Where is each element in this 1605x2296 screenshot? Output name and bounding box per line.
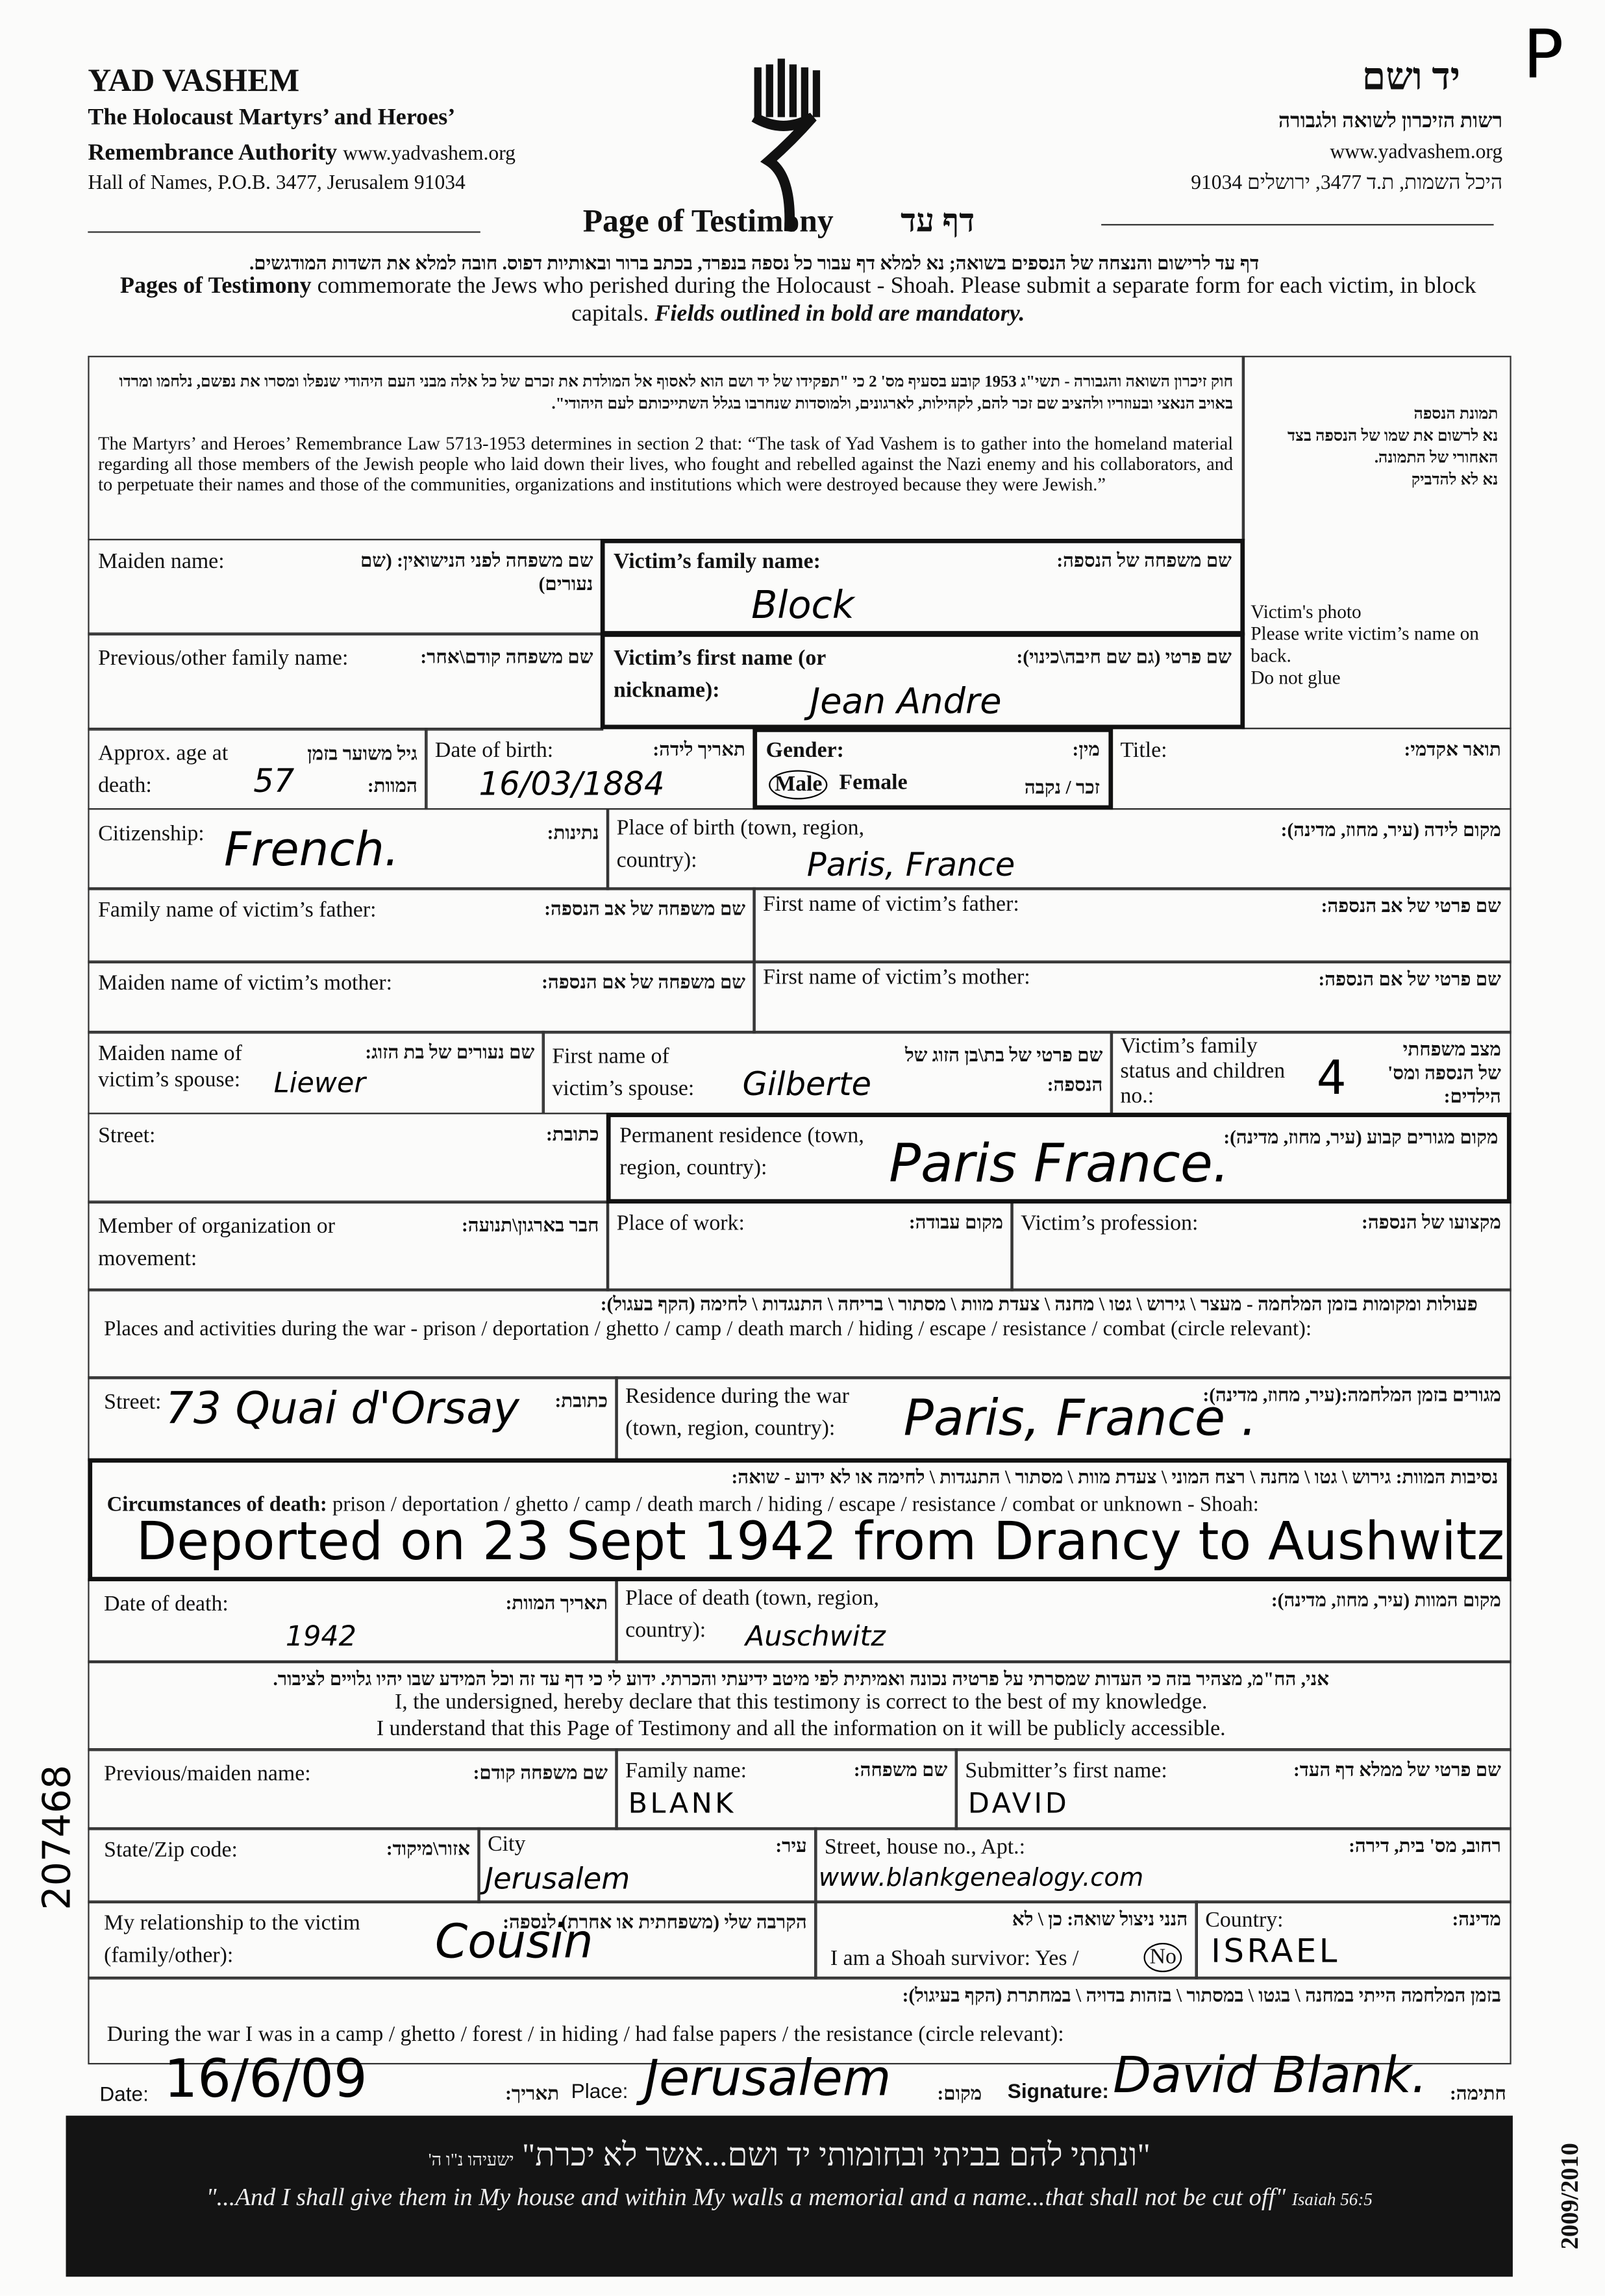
quote-en xyxy=(66,2183,1512,2212)
isaiah-quote-banner xyxy=(66,2116,1512,2277)
place-value[interactable]: Jerusalem xyxy=(644,2049,891,2108)
war-activities-field[interactable] xyxy=(88,1289,1511,1379)
photo-instructions-he: תמונת הנספה נא לרשום את שמו של הנספה בצד האחורי של התמונה. נא לא להדביק xyxy=(1288,405,1499,489)
survivor-field[interactable] xyxy=(814,1901,1198,1980)
place-of-death-field[interactable] xyxy=(615,1578,1511,1663)
value: Cousin xyxy=(434,1913,593,1969)
label: Title: xyxy=(1120,739,1167,763)
label: Place of death (town, region, country): xyxy=(625,1586,879,1643)
label-he: אזור\מיקוד: xyxy=(386,1837,471,1860)
label: I am a Shoah survivor: Yes / xyxy=(830,1947,1079,1971)
org-name: YAD VASHEM xyxy=(88,61,300,99)
label: Date of birth: xyxy=(434,739,554,763)
label: Family name: xyxy=(625,1760,747,1784)
label: Place of birth (town, region, country): xyxy=(616,817,865,873)
submitter-street-field[interactable] xyxy=(814,1827,1512,1903)
value: Deported on 23 Sept 1942 from Drancy to Aushwitz xyxy=(136,1512,1505,1573)
submitter-previous-name-field[interactable] xyxy=(88,1748,617,1830)
citizenship-field[interactable] xyxy=(88,808,609,890)
label: Maiden name: xyxy=(98,550,225,574)
value: Gilberte xyxy=(742,1067,871,1104)
label: Date of death: xyxy=(104,1592,229,1617)
value: Jean Andre xyxy=(810,680,1002,722)
label-he: רחוב, מס' בית, דירה: xyxy=(1349,1834,1501,1857)
value: Block xyxy=(751,584,854,628)
label-he: שם פרטי (גם שם חיבה\כינוי): xyxy=(1016,645,1232,668)
label-he: מצב משפחתי של הנספה ומס' הילדים: xyxy=(1387,1038,1501,1107)
city-field[interactable] xyxy=(477,1827,817,1903)
label-he: נסיבות המוות: גירוש \ גטו \ מחנה \ רצח המוני \ צעדת מוות \ מסתור \ התנגדות \ לחימה או לא ידוע - שואה: xyxy=(731,1465,1499,1488)
label-he: כתובת: xyxy=(554,1389,608,1412)
label: Citizenship: xyxy=(98,822,205,846)
label: Residence during the war (town, region, country): xyxy=(625,1385,849,1441)
address-he: היכל השמות, ת.ד 3477, ירושלים 91034 xyxy=(1191,173,1503,195)
father-family-name-field[interactable] xyxy=(88,887,756,963)
value: 73 Quai d'Orsay xyxy=(165,1383,519,1435)
label-he: חבר בארגון\תנועה: xyxy=(461,1213,599,1236)
label-he: גיל משוער בזמן המוות: xyxy=(307,742,417,796)
value: www.blankgenealogy.com xyxy=(818,1864,1144,1894)
place-label-he: מקום: xyxy=(937,2082,982,2105)
label: Place of work: xyxy=(616,1212,745,1236)
date-label-he: תאריך: xyxy=(505,2082,560,2105)
label: First name of victim’s father: xyxy=(763,893,1019,917)
quote-he xyxy=(66,2136,1512,2175)
mother-maiden-name-field[interactable] xyxy=(88,961,756,1034)
label: Places and activities during the war - prison / deportation / ghetto / camp / death march / hiding / escape / resistance / combat (circle relevant): xyxy=(104,1317,1312,1342)
header-divider xyxy=(88,231,480,232)
date-value[interactable]: 16/6/09 xyxy=(164,2049,367,2110)
label-he: שם משפחה של הנספה: xyxy=(1056,549,1232,571)
label-he: שם פרטי של אם הנספה: xyxy=(1318,967,1501,990)
label: First name of victim’s spouse: xyxy=(552,1045,695,1102)
org-line-2-he: רשות הזיכרון לשואה ולגבורה xyxy=(1278,111,1503,134)
value: Liewer xyxy=(273,1067,366,1100)
corner-mark: P xyxy=(1523,14,1564,94)
label: Victim’s family name: xyxy=(614,550,821,574)
label-he: נתינות: xyxy=(547,821,599,844)
quote-he-ref: ישעיהו נ"ו ה' xyxy=(428,2149,514,2170)
label-he: תואר אקדמי: xyxy=(1404,737,1501,760)
signature-label: Signature: xyxy=(1007,2079,1109,2103)
street-field[interactable] xyxy=(88,1113,609,1204)
profession-field[interactable] xyxy=(1010,1201,1511,1292)
value: 4 xyxy=(1316,1050,1347,1105)
value: Paris, France xyxy=(806,847,1015,885)
father-first-name-field[interactable] xyxy=(753,887,1511,963)
label-he: מקום לידה (עיר, מחוז, מדינה): xyxy=(1280,818,1501,841)
date-of-death-field[interactable] xyxy=(88,1578,617,1663)
label: Submitter’s first name: xyxy=(965,1760,1167,1784)
place-of-work-field[interactable] xyxy=(606,1201,1014,1292)
label: Previous/other family name: xyxy=(98,647,349,671)
law-text-en: The Martyrs’ and Heroes’ Remembrance Law 5713-1953 determines in section 2 that: “The task of Yad Vashem is to gather into the homeland material regarding all those members of the Jewish people who laid down their lives, who fought and rebelled against the Nazi enemy and his collaborators, and to perpetuate their names and those of the communities, organizations and institutions which were destroyed because they were Jewish.” xyxy=(98,433,1234,495)
label-he: שם פרטי של אב הנספה: xyxy=(1321,895,1501,917)
label-he: מין: xyxy=(1072,737,1100,760)
label-he: מדינה: xyxy=(1452,1907,1501,1930)
address-en: Hall of Names, P.O.B. 3477, Jerusalem 91034 xyxy=(88,173,466,195)
label: City xyxy=(488,1833,526,1857)
label: Gender: xyxy=(765,739,844,763)
spouse-first-name-field[interactable] xyxy=(542,1031,1114,1115)
label-he: הנני ניצול שואה: כן \ לא xyxy=(1012,1907,1188,1930)
label: Street, house no., Apt.: xyxy=(824,1836,1026,1860)
family-status-field[interactable] xyxy=(1110,1031,1512,1115)
intro-en xyxy=(88,273,1508,328)
label: Maiden name of victim’s mother: xyxy=(98,972,393,996)
label: Victim’s first name (or nickname): xyxy=(614,647,826,703)
war-street-field[interactable] xyxy=(88,1376,617,1461)
label-he: תאריך המוות: xyxy=(505,1591,608,1614)
law-text-he: חוק זיכרון השואה והגבורה - תשי"ג 1953 קובע בסעיף מס' 2 כי "תפקידו של יד ושם הוא לאסוף אל המולדת את זכרם של כל אלה מבני העם היהודי שנפלו ומסרו את נפשם, נלחמו ומרדו באויב הנאצי ובעוזריו ולהציב שם זכר להם, לקהילות, לארגונים, ולמוסדות שנחרבו בגלל השתייכותם לעם היהודי". xyxy=(119,373,1234,414)
value: Paris, France . xyxy=(903,1389,1257,1448)
label-he: מקום המוות (עיר, מחוז, מדינה): xyxy=(1271,1588,1501,1611)
gender-female-option[interactable]: Female xyxy=(839,771,908,795)
label-he: שם משפחה קודם\אחר: xyxy=(420,645,593,668)
page-title: Page of Testimony xyxy=(582,202,834,239)
gender-field[interactable] xyxy=(753,728,1113,809)
label: Family name of victim’s father: xyxy=(98,898,377,922)
declaration-he: אני, הח"מ, מצהיר בזה כי העדות שמסרתי על פרטיה נכונה ואמיתית לפי מיטב ידיעתי והכרתי. ידוע לי כי דף עד זה וכל המידע שבו יהיו גלויים לציבור. xyxy=(273,1668,1330,1690)
victim-family-name-field[interactable] xyxy=(601,539,1245,636)
label-he: שם נעורים של בת הזוג: xyxy=(365,1041,535,1063)
label-he: תאריך לידה: xyxy=(653,737,746,760)
label-he: שם משפחה של אם הנספה: xyxy=(541,970,746,993)
declaration-en-1: I, the undersigned, hereby declare that this testimony is correct to the best of my knowledge. xyxy=(395,1691,1208,1715)
signature-value[interactable]: David Blank. xyxy=(1113,2047,1428,2106)
label-options: prison / deportation / ghetto / camp / death march / hiding / escape / resistance / combat or unknown - Shoah: xyxy=(327,1493,1259,1517)
page-title-he: דף עד xyxy=(901,202,975,239)
label: State/Zip code: xyxy=(104,1838,238,1862)
victim-first-name-field[interactable] xyxy=(601,632,1245,729)
label-he: פעולות ומקומות בזמן המלחמה - מעצר \ גירוש \ גטו \ מחנה \ צעדת מוות \ מסתור \ בריחה \ התנגדות \ לחימה (הקף בעגול): xyxy=(600,1292,1478,1315)
value: BLANK xyxy=(628,1787,736,1820)
date-label: Date: xyxy=(99,2082,149,2106)
previous-family-name-field[interactable] xyxy=(88,632,603,730)
website-he: www.yadvashem.org xyxy=(1330,142,1503,164)
organization-field[interactable] xyxy=(88,1201,609,1292)
label: Street: xyxy=(98,1124,156,1148)
website-en: www.yadvashem.org xyxy=(343,143,516,166)
relationship-field[interactable] xyxy=(88,1901,817,1980)
label-he: מקום עבודה: xyxy=(908,1211,1004,1233)
maiden-name-field[interactable] xyxy=(88,539,603,636)
spouse-maiden-name-field[interactable] xyxy=(88,1031,545,1115)
label: Country: xyxy=(1205,1909,1284,1933)
value: French. xyxy=(224,821,399,878)
value: Paris France. xyxy=(889,1135,1230,1195)
label: Victim’s profession: xyxy=(1021,1212,1199,1236)
title-field[interactable] xyxy=(1110,728,1512,809)
submitter-first-name-field[interactable] xyxy=(955,1748,1512,1830)
label: First name of victim’s mother: xyxy=(763,966,1030,990)
photo-instructions-en: Victim's photo Please write victim’s name on back. Do not glue xyxy=(1250,600,1479,689)
circumstances-of-death-field[interactable] xyxy=(88,1458,1511,1581)
label-he: שם משפחה: xyxy=(853,1758,948,1781)
label: My relationship to the victim (family/other): xyxy=(104,1912,360,1968)
value: 1942 xyxy=(285,1620,356,1653)
label: Maiden name of victim’s spouse: xyxy=(98,1042,242,1092)
country-field[interactable] xyxy=(1195,1901,1511,1980)
org-line-2: The Holocaust Martyrs’ and Heroes’ xyxy=(88,105,456,130)
org-authority: Remembrance Authority xyxy=(88,140,338,166)
label: Permanent residence (town, region, country): xyxy=(619,1124,864,1180)
intro-he: דף עד לרישום והנצחה של הנספים בשואה; נא למלא דף עבור כל נספה בנפרד, בכתב ברור ובאותיות דפוס. חובה למלא את השדות המודגשים. xyxy=(249,251,1260,274)
value: 57 xyxy=(253,764,295,801)
label-bold: Circumstances of death: xyxy=(106,1493,327,1517)
survivor-no-option[interactable]: No xyxy=(1144,1943,1182,1972)
place-of-birth-field[interactable] xyxy=(606,808,1512,890)
victim-photo-area[interactable] xyxy=(1242,356,1512,729)
label: Approx. age at death: xyxy=(98,742,229,798)
label-he: מקום מגורים קבוע (עיר, מחוז, מדינה): xyxy=(1223,1126,1499,1148)
value: DAVID xyxy=(967,1787,1070,1820)
gender-male-option[interactable]: Male xyxy=(769,770,828,799)
date-of-birth-field[interactable] xyxy=(425,728,756,809)
state-zip-field[interactable] xyxy=(88,1827,480,1903)
header-divider xyxy=(1101,224,1493,225)
declaration xyxy=(88,1660,1511,1751)
law-section xyxy=(88,356,1245,540)
permanent-residence-field[interactable] xyxy=(606,1113,1512,1204)
label: During the war I was in a camp / ghetto / forest / in hiding / had false papers / the resistance (circle relevant): xyxy=(106,2023,1064,2047)
place-label: Place: xyxy=(571,2079,628,2103)
value: ISRAEL xyxy=(1211,1934,1340,1971)
org-name-he: יד ושם xyxy=(1362,55,1460,99)
label-he: שם משפחה קודם: xyxy=(473,1761,608,1784)
intro-en-text: commemorate the Jews who perished during the Holocaust - Shoah. Please submit a separate form for each victim, in block capitals. xyxy=(311,273,1476,327)
label-he: עיר: xyxy=(775,1834,807,1857)
label: Victim’s family status and children no.: xyxy=(1120,1035,1286,1109)
label-he: שם משפחה של אב הנספה: xyxy=(544,897,746,920)
mandatory-note: Fields outlined in bold are mandatory. xyxy=(654,301,1025,327)
signature-label-he: חתימה: xyxy=(1449,2082,1506,2105)
label: Member of organization or movement: xyxy=(98,1215,335,1271)
submitter-family-name-field[interactable] xyxy=(615,1748,958,1830)
label-he: שם פרטי של בת\בן הזוג של הנספה: xyxy=(904,1044,1103,1096)
intro-en-bold: Pages of Testimony xyxy=(119,273,312,299)
label-he: הקרבה שלי (משפחתית או אחרת) לנספה: xyxy=(503,1910,807,1933)
declaration-en-2: I understand that this Page of Testimony and all the information on it will be publicly accessible. xyxy=(376,1717,1226,1741)
war-residence-field[interactable] xyxy=(615,1376,1511,1461)
label-he: בזמן המלחמה הייתי במחנה \ בגטו \ במסתור \ בזהות בדויה \ במחתרת (הקף בעיגול): xyxy=(902,1984,1501,2006)
label-he: שם פרטי של ממלא דף העד: xyxy=(1293,1758,1501,1781)
org-line-3 xyxy=(88,141,516,167)
label: Street: xyxy=(104,1390,162,1414)
record-number: 207468 xyxy=(36,1764,81,1910)
label-he: מקצועו של הנספה: xyxy=(1362,1211,1501,1233)
value: Auschwitz xyxy=(745,1620,886,1653)
label-he: שם משפחה לפני הנישואין: (שם נעורים) xyxy=(360,549,593,595)
mother-first-name-field[interactable] xyxy=(753,961,1511,1034)
gender-options-he: זכר / נקבה xyxy=(1024,776,1100,798)
quote-en-ref: Isaiah 56:5 xyxy=(1291,2188,1373,2210)
form-year: 2009/2010 xyxy=(1556,2143,1584,2250)
value: 16/03/1884 xyxy=(479,767,665,804)
value: Jerusalem xyxy=(484,1860,630,1896)
quote-en-text: "...And I shall give them in My house and within My walls a memorial and a name...that shall not be cut off" xyxy=(206,2182,1286,2211)
label-he: כתובת: xyxy=(545,1122,599,1145)
label: Previous/maiden name: xyxy=(104,1762,311,1786)
quote-he-text: "ונתתי להם בביתי ובחומותי יד ושם...אשר לא יכרת" xyxy=(522,2136,1151,2173)
approx-age-field[interactable] xyxy=(88,728,427,809)
label-he: מגורים בזמן המלחמה:(עיר, מחוז, מדינה): xyxy=(1202,1383,1501,1406)
